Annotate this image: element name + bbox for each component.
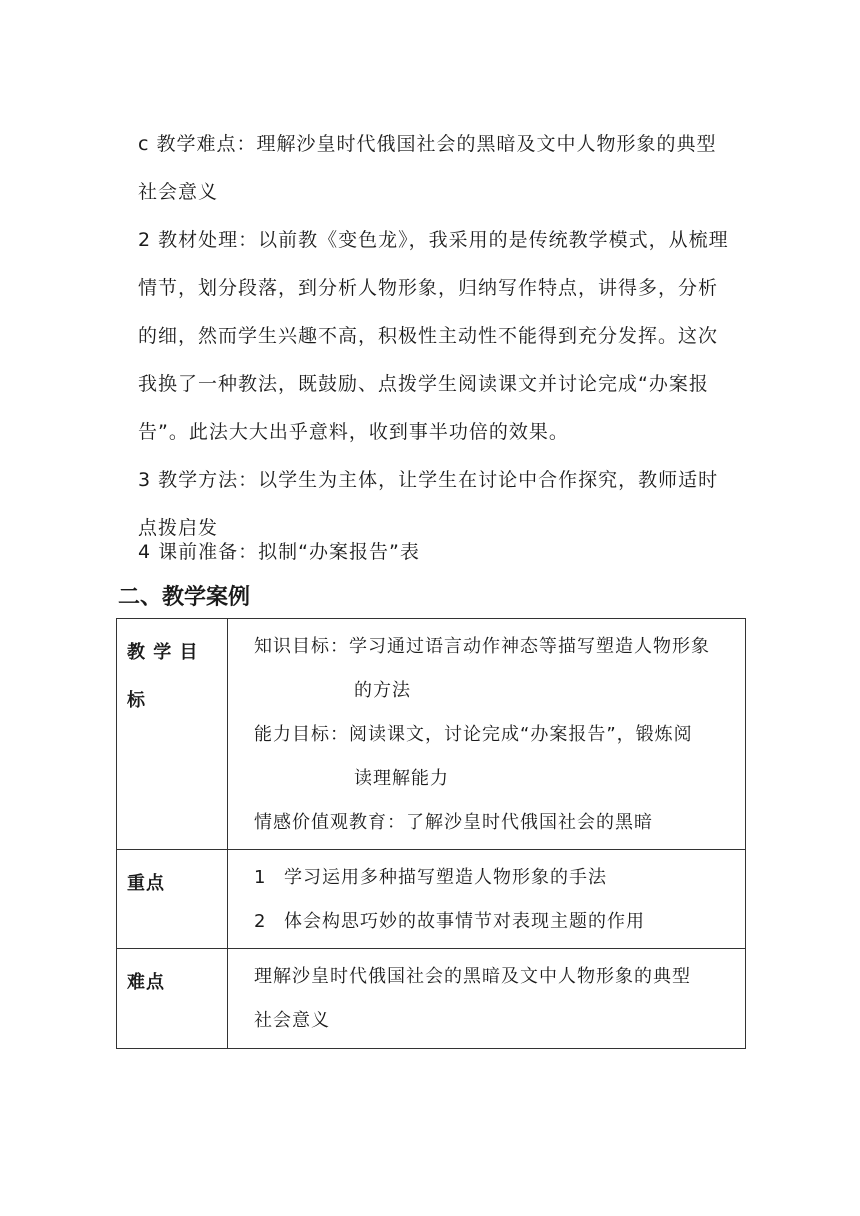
key-point-text: 体会构思巧妙的故事情节对表现主题的作用 bbox=[284, 911, 645, 932]
text-line: 我换了一种教法，既鼓励、点拨学生阅读课文并讨论完成“办案报 bbox=[138, 373, 709, 395]
text-line: 点拨启发 bbox=[138, 517, 219, 539]
text-line: 4 课前准备：拟制“办案报告”表 bbox=[138, 541, 420, 563]
paragraph-teaching-difficulty bbox=[138, 120, 738, 216]
text-line: 告”。此法大大出乎意料，收到事半功倍的效果。 bbox=[138, 421, 569, 443]
goals-label-line: 教 学 目 bbox=[127, 642, 199, 663]
key-point-number: 2 bbox=[254, 911, 267, 932]
key-point-number: 1 bbox=[254, 867, 267, 888]
emotion-goal: 情感价值观教育：了解沙皇时代俄国社会的黑暗 bbox=[254, 812, 653, 833]
table-row-key-points bbox=[117, 850, 746, 949]
table-row-goals bbox=[117, 619, 746, 850]
key-point-item bbox=[254, 900, 735, 944]
text-line: 社会意义 bbox=[138, 181, 219, 203]
ability-goal-continuation: 读理解能力 bbox=[354, 768, 449, 789]
text-line: 2 教材处理：以前教《变色龙》，我采用的是传统教学模式，从梳理 bbox=[138, 229, 729, 251]
difficulty-content-cell bbox=[228, 949, 746, 1049]
paragraph-class-preparation bbox=[138, 528, 738, 576]
key-points-content-cell bbox=[228, 850, 746, 949]
key-points-label-cell: 重点 bbox=[117, 850, 228, 949]
knowledge-goal-continuation: 的方法 bbox=[354, 680, 411, 701]
difficulty-text-line: 理解沙皇时代俄国社会的黑暗及文中人物形象的典型 bbox=[254, 966, 691, 987]
text-line: c 教学难点：理解沙皇时代俄国社会的黑暗及文中人物形象的典型 bbox=[138, 133, 717, 155]
section-heading: 二、教学案例 bbox=[118, 585, 251, 610]
key-point-item bbox=[254, 856, 735, 900]
goals-label-cell bbox=[117, 619, 228, 850]
difficulty-label-cell: 难点 bbox=[117, 949, 228, 1049]
knowledge-goal: 知识目标：学习通过语言动作神态等描写塑造人物形象 bbox=[254, 636, 710, 657]
teaching-case-table bbox=[116, 618, 746, 1049]
text-line: 3 教学方法：以学生为主体，让学生在讨论中合作探究，教师适时 bbox=[138, 469, 719, 491]
text-line: 情节，划分段落，到分析人物形象，归纳写作特点，讲得多，分析 bbox=[138, 277, 719, 299]
ability-goal: 能力目标：阅读课文，讨论完成“办案报告”，锻炼阅 bbox=[254, 724, 693, 745]
goals-label-line: 标 bbox=[127, 690, 146, 711]
table-row-difficulty bbox=[117, 949, 746, 1049]
key-point-text: 学习运用多种描写塑造人物形象的手法 bbox=[284, 867, 607, 888]
text-line: 的细，然而学生兴趣不高，积极性主动性不能得到充分发挥。这次 bbox=[138, 325, 719, 347]
difficulty-text-line: 社会意义 bbox=[254, 1010, 330, 1031]
paragraph-material-handling bbox=[138, 216, 738, 456]
goals-content-cell bbox=[228, 619, 746, 850]
